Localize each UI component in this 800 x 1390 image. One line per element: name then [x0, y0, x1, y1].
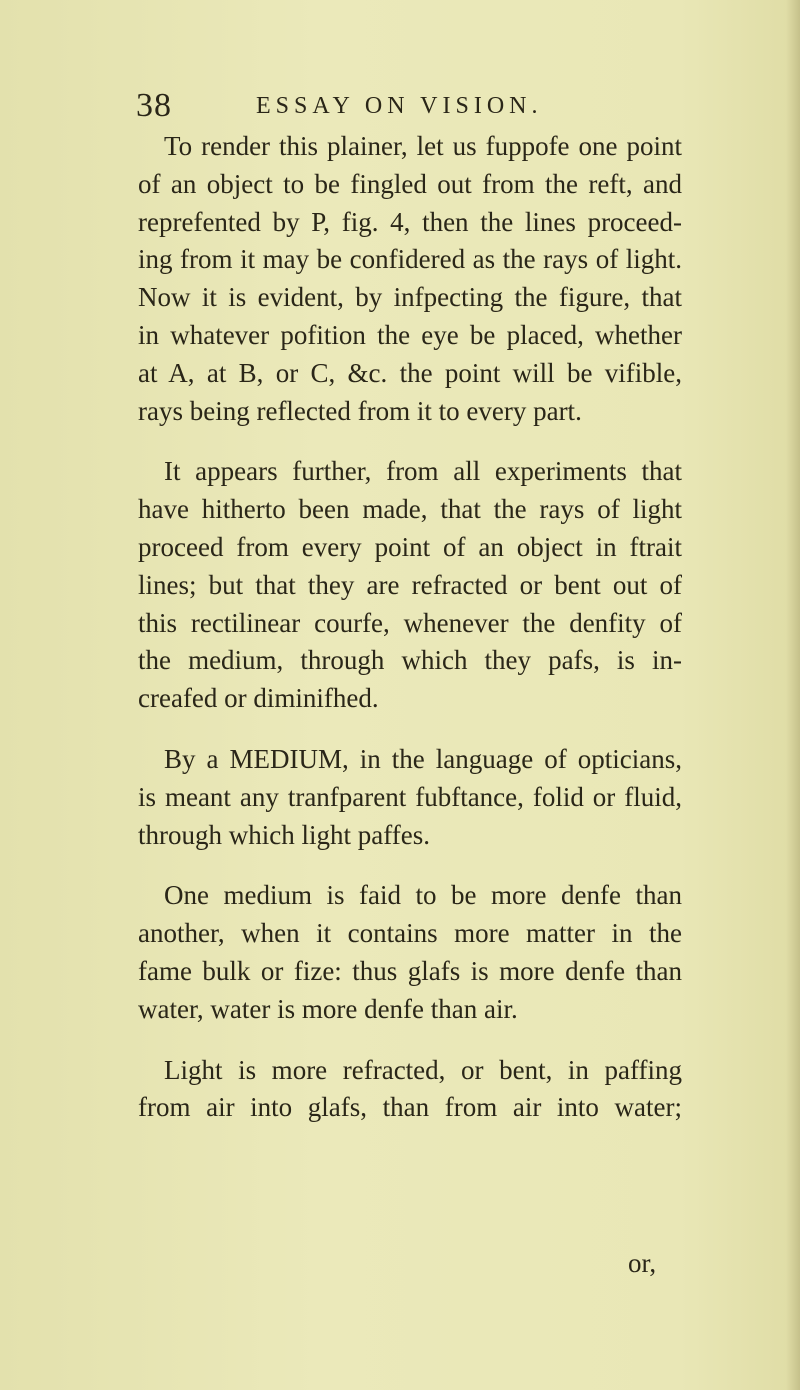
- text-line: ing from it may be confidered as the rays of light.: [138, 244, 682, 275]
- text-line: rays being reflected from it to every part.: [138, 395, 582, 426]
- text-line: water, water is more denfe than air.: [138, 993, 518, 1024]
- text-line: the medium, through which they pafs, is in-: [138, 645, 682, 676]
- page-edge-shadow: [786, 0, 800, 1390]
- text-line: of an object to be fingled out from the reft, and: [138, 168, 682, 199]
- text-line: reprefented by P, fig. 4, then the lines proceed-: [138, 206, 682, 237]
- text-line: Light is more refracted, or bent, in paffing: [164, 1054, 682, 1085]
- page-number: 38: [136, 87, 172, 124]
- text-line: It appears further, from all experiments that: [164, 456, 682, 487]
- text-line: another, when it contains more matter in the: [138, 918, 682, 949]
- text-line: through which light paffes.: [138, 819, 430, 850]
- paragraph-1: [138, 128, 682, 430]
- text-line: creafed or diminifhed.: [138, 683, 379, 714]
- text-line: in whatever pofition the eye be placed, whether: [138, 319, 682, 350]
- text-line: fame bulk or fize: thus glafs is more denfe than: [138, 955, 682, 986]
- text-line: at A, at B, or C, &c. the point will be vifible,: [138, 357, 682, 388]
- text-line: have hitherto been made, that the rays of light: [138, 494, 682, 525]
- paragraph-2: [138, 453, 682, 718]
- text-line: proceed from every point of an object in ftrait: [138, 531, 682, 562]
- paragraph-3: [138, 741, 682, 854]
- text-line: Now it is evident, by infpecting the figure, that: [138, 282, 682, 313]
- text-line: this rectilinear courfe, whenever the denfity of: [138, 607, 682, 638]
- paragraph-5: [138, 1052, 682, 1128]
- catchword: or,: [628, 1248, 657, 1278]
- paragraph-4: [138, 877, 682, 1028]
- text-line: from air into glafs, than from air into water;: [138, 1092, 682, 1123]
- text-line: is meant any tranfparent fubftance, folid or fluid,: [138, 781, 682, 812]
- text-line: To render this plainer, let us fuppofe one point: [164, 131, 682, 161]
- page-header: [136, 86, 696, 126]
- text-line: lines; but that they are refracted or bent out of: [138, 569, 682, 600]
- text-line: By a MEDIUM, in the language of opticians,: [164, 743, 682, 774]
- running-head: ESSAY ON VISION.: [256, 93, 543, 119]
- body-text: [138, 128, 682, 1150]
- text-line: One medium is faid to be more denfe than: [164, 880, 682, 911]
